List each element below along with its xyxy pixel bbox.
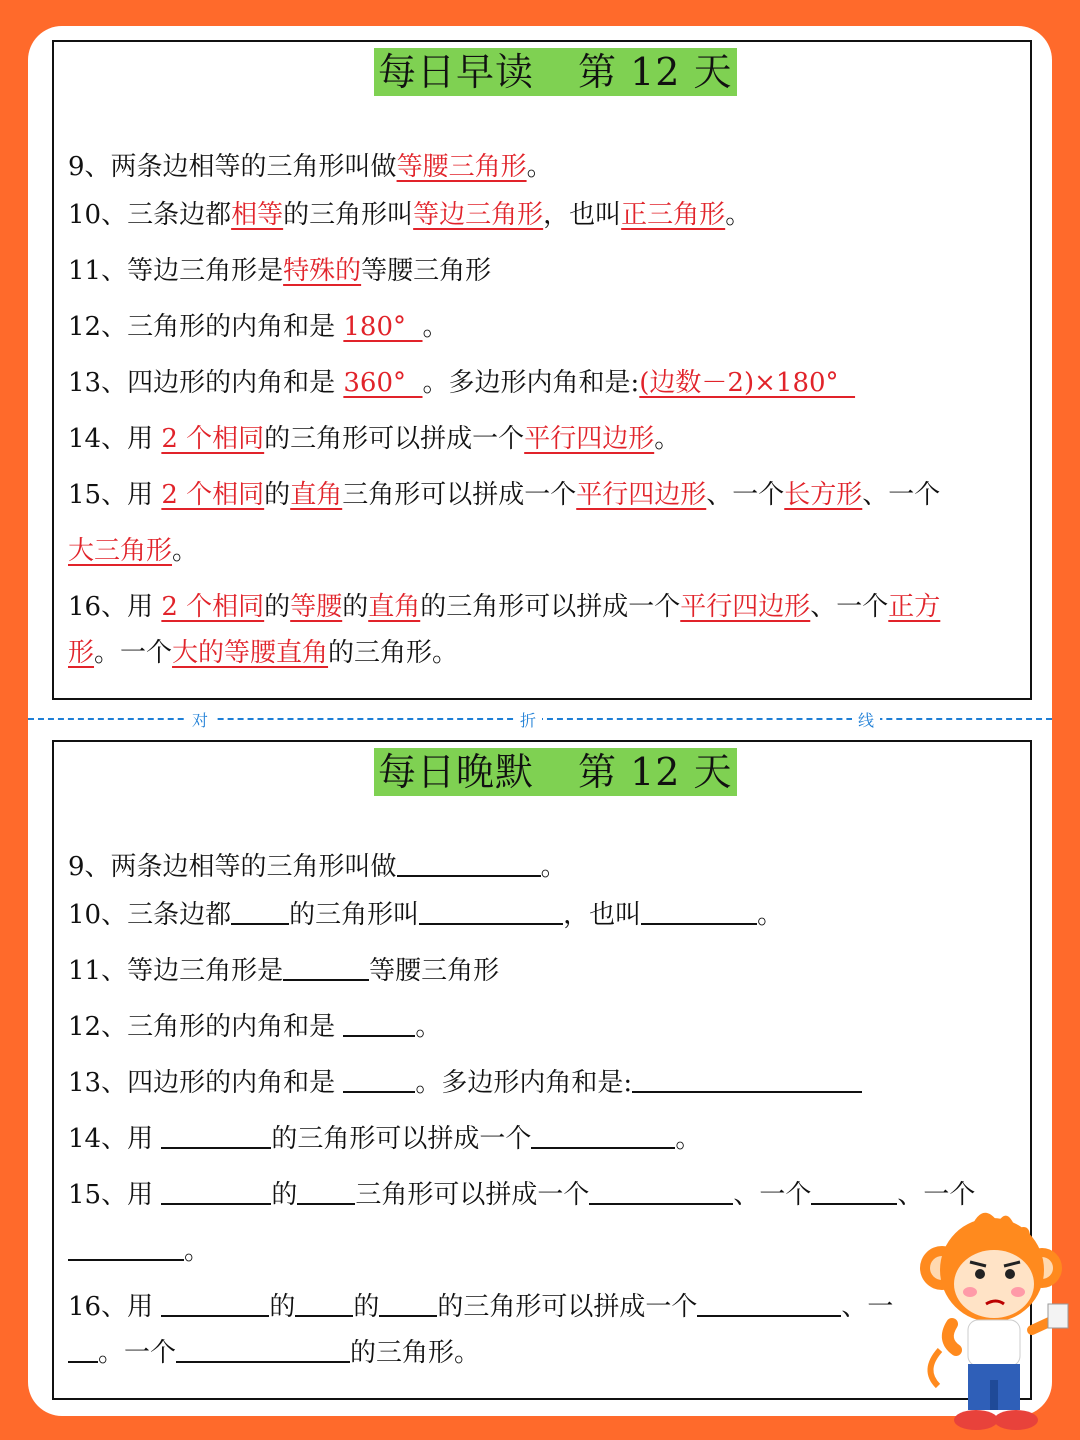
answer: 等边三角形 [413, 200, 544, 230]
answer: 平行四边形 [576, 480, 707, 510]
morning-q9: 9、两条边相等的三角形叫做等腰三角形。 [68, 152, 553, 182]
answer: 等腰 [290, 592, 343, 622]
answer: 大三角形 [68, 536, 173, 566]
blank[interactable] [343, 1067, 415, 1093]
morning-q15-cont: 大三角形。 [68, 536, 199, 566]
evening-q14: 14、用 的三角形可以拼成一个 。 [68, 1124, 702, 1154]
evening-q13: 13、四边形的内角和是 。多边形内角和是: [68, 1066, 862, 1100]
morning-q16: 16、用 2 个相同的等腰的直角的三角形可以拼成一个平行四边形、一个正方 [68, 592, 941, 622]
blank[interactable] [297, 1179, 355, 1205]
blank[interactable] [531, 1123, 675, 1149]
blank[interactable] [379, 1291, 437, 1317]
answer: 2 个相同 [161, 480, 265, 510]
evening-q11: 11、等边三角形是 等腰三角形 [68, 956, 500, 986]
blank[interactable] [641, 899, 757, 925]
answer: 正三角形 [621, 200, 726, 230]
fold-label-2: 折 [514, 708, 542, 731]
morning-q10: 10、三条边都相等的三角形叫等边三角形，也叫正三角形。 [68, 200, 752, 230]
evening-q15-cont: 。 [68, 1234, 210, 1268]
blank[interactable] [231, 899, 289, 925]
answer: 2 个相同 [161, 592, 265, 622]
fold-label-1: 对 [186, 708, 214, 731]
answer: 长方形 [784, 480, 863, 510]
answer: 大的等腰直角 [172, 638, 329, 668]
morning-q13: 13、四边形的内角和是 360° 。多边形内角和是:(边数－2)×180° [68, 368, 856, 398]
morning-title-text: 每日早读 [378, 50, 535, 94]
blank[interactable] [176, 1337, 350, 1363]
answer: 直角 [290, 480, 343, 510]
blank[interactable] [161, 1123, 271, 1149]
blank[interactable] [811, 1179, 897, 1205]
fold-label-3: 线 [852, 708, 880, 731]
blank[interactable] [283, 955, 369, 981]
morning-day-text: 第 12 天 [578, 50, 733, 94]
morning-reading-box [52, 40, 1032, 700]
blank[interactable] [419, 899, 563, 925]
answer: 特殊的 [283, 256, 362, 286]
answer: 形 [68, 638, 95, 668]
blank[interactable] [343, 1011, 415, 1037]
answer: 直角 [368, 592, 421, 622]
evening-q12: 12、三角形的内角和是 。 [68, 1012, 442, 1042]
evening-q10: 10、三条边都 的三角形叫 ，也叫 。 [68, 900, 784, 930]
answer: 等腰三角形 [396, 152, 527, 182]
evening-q9: 9、两条边相等的三角形叫做 。 [68, 852, 567, 882]
blank[interactable] [295, 1291, 353, 1317]
evening-q15: 15、用 的 三角形可以拼成一个 、一个 、一个 [68, 1180, 976, 1210]
answer: (边数－2)×180° [639, 368, 856, 398]
answer: 正方 [888, 592, 941, 622]
answer: 平行四边形 [680, 592, 811, 622]
morning-q14: 14、用 2 个相同的三角形可以拼成一个平行四边形。 [68, 424, 681, 454]
blank[interactable] [589, 1179, 733, 1205]
monkey-mascot-icon [912, 1200, 1072, 1440]
morning-q12: 12、三角形的内角和是 180° 。 [68, 312, 449, 342]
blank[interactable] [397, 851, 541, 877]
blank[interactable] [632, 1067, 862, 1093]
blank[interactable] [697, 1291, 841, 1317]
fold-line [28, 711, 1052, 730]
blank[interactable] [161, 1179, 271, 1205]
evening-q16-cont: 。一个 的三角形。 [68, 1336, 480, 1370]
morning-q16-cont: 形。一个大的等腰直角的三角形。 [68, 638, 459, 668]
morning-q11: 11、等边三角形是特殊的等腰三角形 [68, 256, 492, 286]
evening-day-text: 第 12 天 [578, 750, 733, 794]
blank[interactable] [161, 1291, 269, 1317]
morning-q15: 15、用 2 个相同的直角三角形可以拼成一个平行四边形、一个长方形、一个 [68, 480, 941, 510]
answer: 平行四边形 [524, 424, 655, 454]
answer: 180° [343, 312, 423, 342]
evening-recitation-box [52, 740, 1032, 1400]
blank[interactable] [68, 1337, 98, 1363]
morning-title [374, 48, 737, 96]
evening-title-text: 每日晚默 [378, 750, 535, 794]
answer: 360° [343, 368, 423, 398]
evening-q16: 16、用 的 的 的三角形可以拼成一个 、一 [68, 1292, 894, 1322]
answer: 相等 [231, 200, 284, 230]
answer: 2 个相同 [161, 424, 265, 454]
evening-title [374, 748, 737, 796]
blank[interactable] [68, 1235, 184, 1261]
